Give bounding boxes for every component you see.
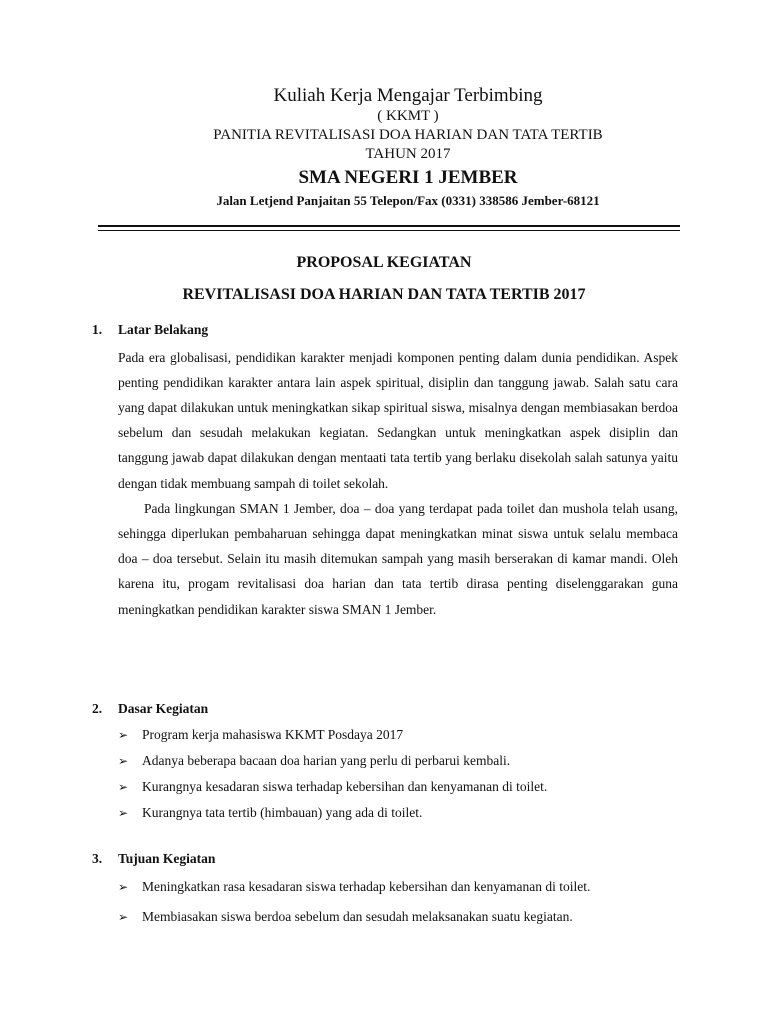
section-tujuan-kegiatan [92,852,678,932]
list-item-text: Membiasakan siswa berdoa sebelum dan sesudah melaksanakan suatu kegiatan. [142,908,573,924]
list-item [118,774,678,800]
letterhead-abbreviation: ( KKMT ) [377,108,439,124]
bullet-list [92,722,678,826]
list-item-text: Adanya beberapa bacaan doa harian yang perlu di perbarui kembali. [142,752,511,768]
list-item [118,872,678,902]
section-heading [92,702,678,716]
paragraph: Pada lingkungan SMAN 1 Jember, doa – doa yang terdapat pada toilet dan mushola telah usang, sehingga diperlukan pembaharuan sehingga dapat meningkatkan minat siswa untuk selalu membaca doa – doa tersebut. Selain itu masih ditemukan sampah yang masih berserakan di kamar mandi. Oleh karena itu, progam revitalisasi doa harian dan tata tertib dirasa penting diselenggarakan guna meningkatkan pendidikan karakter siswa SMAN 1 Jember. [118,500,678,617]
list-item-text: Meningkatkan rasa kesadaran siswa terhadap kebersihan dan kenyamanan di toilet. [142,878,591,894]
arrow-bullet-icon: ➢ [118,805,129,820]
arrow-bullet-icon: ➢ [118,909,129,924]
list-item [118,902,678,932]
document-subtitle: REVITALISASI DOA HARIAN DAN TATA TERTIB 2017 [182,286,586,303]
letterhead-school: SMA NEGERI 1 JEMBER [298,167,518,188]
letterhead-committee: PANITIA REVITALISASI DOA HARIAN DAN TATA TERTIB [213,127,603,143]
section-number: 2. [92,701,103,716]
arrow-bullet-icon: ➢ [118,879,129,894]
section-title: Tujuan Kegiatan [118,851,216,866]
section-title: Latar Belakang [118,322,209,337]
arrow-bullet-icon: ➢ [118,727,129,742]
section-heading [92,323,678,337]
list-item [118,800,678,826]
arrow-bullet-icon: ➢ [118,753,129,768]
section-heading [92,852,678,866]
list-item-text: Kurangnya kesadaran siswa terhadap kebersihan dan kenyamanan di toilet. [142,778,548,794]
letterhead-divider-thin [98,230,680,231]
letterhead-program: Kuliah Kerja Mengajar Terbimbing [273,85,543,106]
paragraph: Pada era globalisasi, pendidikan karakter menjadi komponen penting dalam dunia pendidikan. Aspek penting pendidikan karakter antara lain aspek spiritual, disiplin dan tanggung jawab. Salah satu cara yang dapat dilakukan untuk meningkatkan sikap spiritual siswa, misalnya dengan membiasakan berdoa sebelum dan sesudah melakukan kegiatan. Sedangkan untuk meningkatkan aspek disiplin dan tanggung jawab dapat dilakukan dengan mentaati tata tertib yang berlaku disekolah salah satunya yaitu dengan tidak membuang sampah di toilet sekolah. [118,349,678,491]
letterhead-year: TAHUN 2017 [365,146,451,162]
list-item [118,722,678,748]
list-item-text: Program kerja mahasiswa KKMT Posdaya 2017 [142,726,404,742]
arrow-bullet-icon: ➢ [118,779,129,794]
list-item [118,748,678,774]
letterhead-address: Jalan Letjend Panjaitan 55 Telepon/Fax (0331) 338586 Jember-68121 [216,193,600,208]
section-title: Dasar Kegiatan [118,701,209,716]
document-title: PROPOSAL KEGIATAN [296,254,472,271]
section-latar-belakang [92,323,678,622]
section-number: 3. [92,851,103,866]
bullet-list [92,872,678,932]
section-dasar-kegiatan [92,702,678,826]
letterhead [0,86,768,207]
letterhead-divider-thick [98,225,680,227]
list-item-text: Kurangnya tata tertib (himbauan) yang ada di toilet. [142,804,423,820]
section-number: 1. [92,322,103,337]
